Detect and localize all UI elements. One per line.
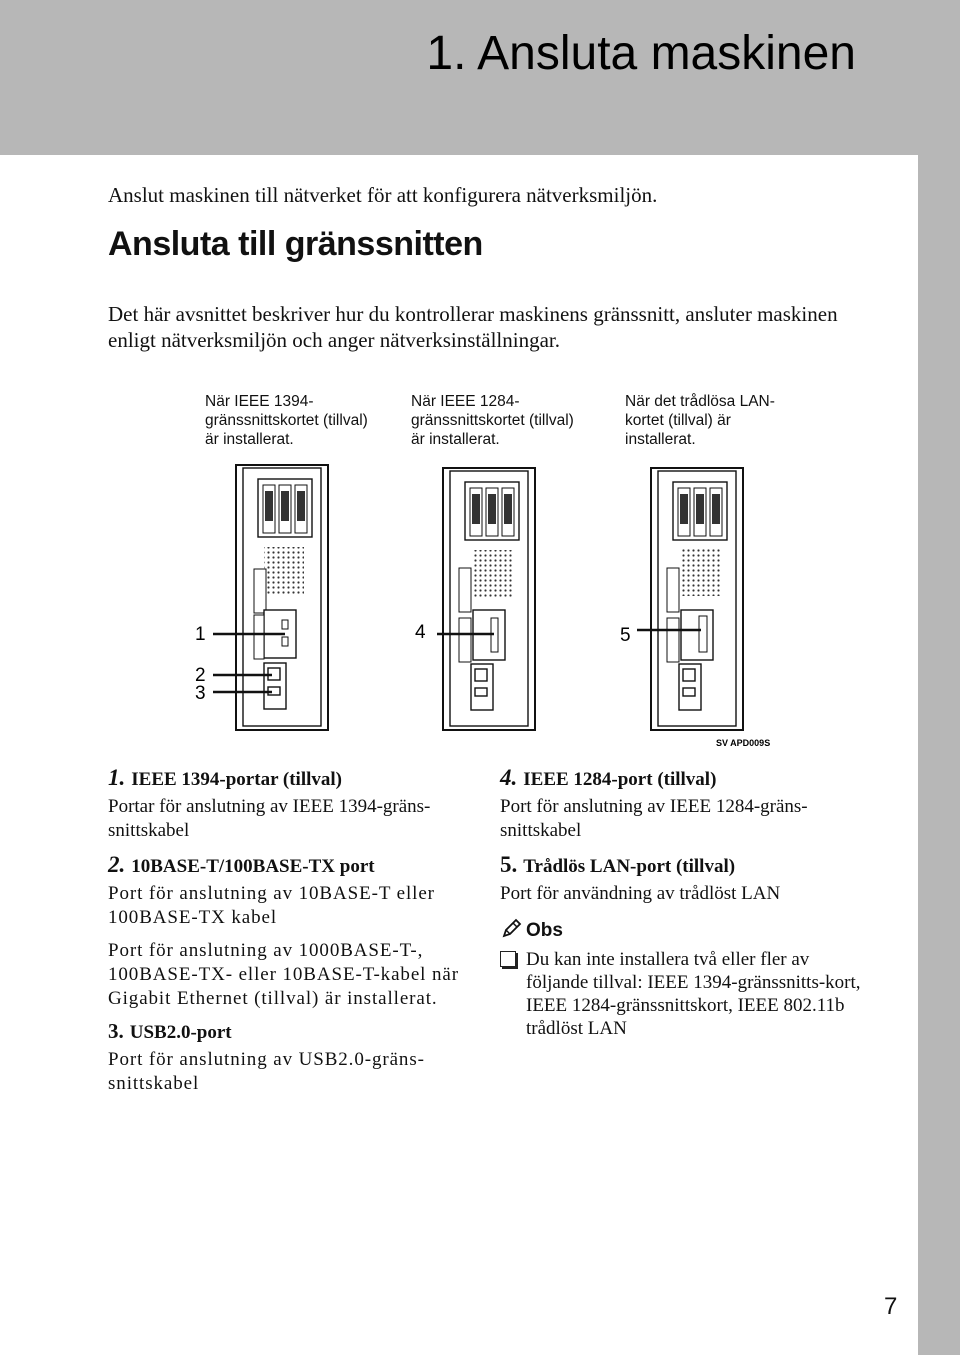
item-title-4: 4. IEEE 1284-port (tillval) xyxy=(500,765,717,790)
callout-1: 1 xyxy=(195,624,206,645)
machine-panel-wireless xyxy=(651,468,743,730)
page-number: 7 xyxy=(884,1293,898,1320)
machine-panel-1394 xyxy=(236,465,328,730)
callout-2: 2 xyxy=(195,665,206,686)
item-title-5: 5. Trådlös LAN-port (tillval) xyxy=(500,852,736,877)
note-heading: Obs xyxy=(500,918,563,942)
machine-panel-1284 xyxy=(443,468,535,730)
callout-4: 4 xyxy=(415,622,426,643)
item-title-2: 2. 10BASE-T/100BASE-TX port xyxy=(108,852,375,877)
checkbox-bullet-icon xyxy=(500,951,516,967)
figure-code: SV APD009S xyxy=(716,738,771,748)
item-text-3: Port för anslutning av USB2.0-gräns-snittskabel xyxy=(108,1049,425,1094)
callout-5: 5 xyxy=(620,625,631,646)
figure-caption-1284: När IEEE 1284- gränssnittskortet (tillval) är installerat. xyxy=(411,393,574,448)
item-list-right xyxy=(500,766,860,906)
section-title: Ansluta till gränssnitten xyxy=(108,225,483,263)
item-title-1: 1. IEEE 1394-portar (tillval) xyxy=(108,765,343,790)
callout-3: 3 xyxy=(195,683,206,704)
chapter-title: 1. Ansluta maskinen xyxy=(426,27,856,80)
item-text-2a: Port för anslutning av 10BASE-T eller 100BASE-TX kabel xyxy=(108,883,435,928)
section-description: Det här avsnittet beskriver hur du kontrollerar maskinens gränssnitt, ansluter maskinen enligt nätverksmiljön och anger nätverksinställningar. xyxy=(108,302,838,352)
item-text-5: Port för användning av trådlöst LAN xyxy=(500,883,781,904)
item-list-left xyxy=(108,766,468,1096)
figure-caption-1394: När IEEE 1394- gränssnittskortet (tillval) är installerat. xyxy=(205,393,368,448)
figure-caption-wireless: När det trådlösa LAN- kortet (tillval) är installerat. xyxy=(625,393,775,448)
pencil-icon xyxy=(500,918,522,940)
item-text-4: Port för anslutning av IEEE 1284-gräns-snittskabel xyxy=(500,796,808,841)
item-text-2b: Port för anslutning av 1000BASE-T-, 100BASE-TX- eller 10BASE-T-kabel när Gigabit Ethernet (tillval) är installerat. xyxy=(108,940,459,1009)
item-title-3: 3. USB2.0-port xyxy=(108,1019,232,1043)
intro-text: Anslut maskinen till nätverket för att konfigurera nätverksmiljön. xyxy=(108,183,658,207)
note-item: Du kan inte installera två eller fler av följande tillval: IEEE 1394-gränssnitts-kort, IEEE 1284-gränssnittskort, IEEE 802.11b trådlöst LAN xyxy=(500,948,870,1040)
item-text-1: Portar för anslutning av IEEE 1394-gräns-snittskabel xyxy=(108,796,431,841)
